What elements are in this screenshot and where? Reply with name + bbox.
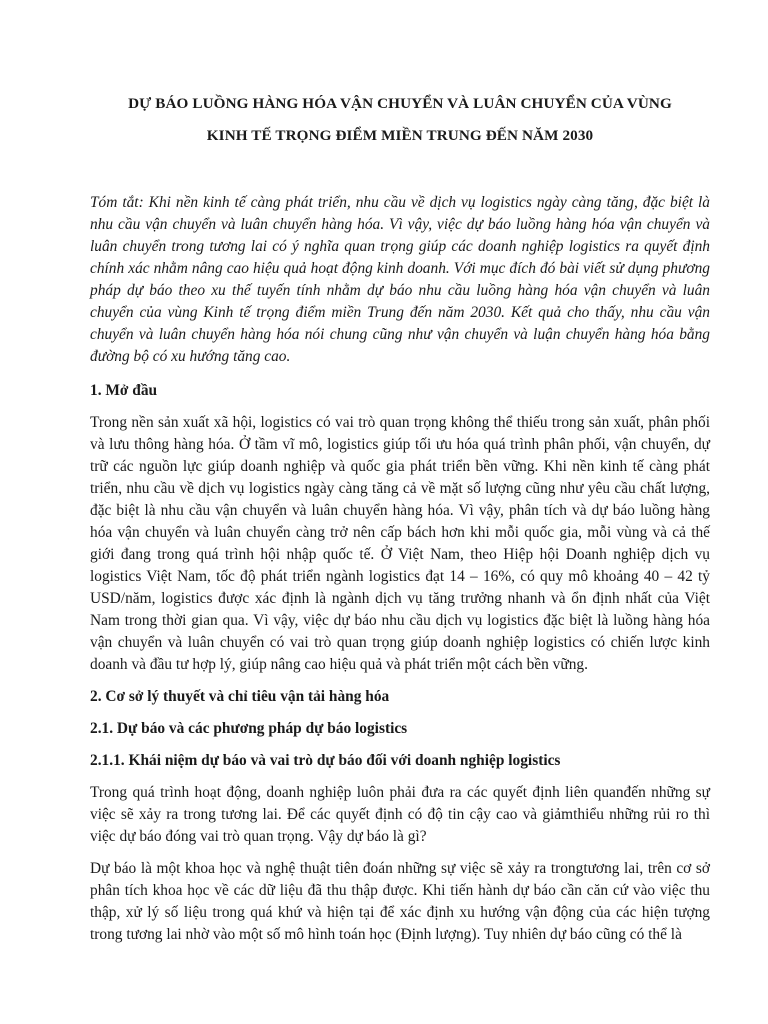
section-2-1-1-heading: 2.1.1. Khái niệm dự báo và vai trò dự báo đối với doanh nghiệp logistics <box>90 752 561 769</box>
document-title <box>90 88 710 152</box>
section-2-1-1-paragraph-1: Trong quá trình hoạt động, doanh nghiệp luôn phải đưa ra các quyết định liên quanđến những sự việc sẽ xảy ra trong tương lai. Để các quyết định có độ tin cậy cao và giảmthiểu những rủi ro thì việc dự báo đóng vai trò quan trọng. Vậy dự báo là gì? <box>90 784 710 845</box>
section-1-heading: 1. Mở đầu <box>90 382 158 399</box>
title-line-1: DỰ BÁO LUỒNG HÀNG HÓA VẬN CHUYỂN VÀ LUÂN CHUYỂN CỦA VÙNG <box>128 95 672 112</box>
section-2-1-1-paragraph-2: Dự báo là một khoa học và nghệ thuật tiên đoán những sự việc sẽ xảy ra trongtương lai, trên cơ sở phân tích khoa học về các dữ liệu đã thu thập được. Khi tiến hành dự báo cần căn cứ vào việc thu thập, xử lý số liệu trong quá khứ và hiện tại để xác định xu hướng vận động của các hiện tượng trong tương lai nhờ vào một số mô hình toán học (Định lượng). Tuy nhiên dự báo cũng có thể là <box>90 860 710 943</box>
abstract-paragraph: Tóm tắt: Khi nền kinh tế càng phát triển, nhu cầu về dịch vụ logistics ngày càng tăng, đặc biệt là nhu cầu vận chuyển và luân chuyển hàng hóa. Vì vậy, việc dự báo luồng hàng hóa vận chuyển và luân chuyển trong tương lai có ý nghĩa quan trọng giúp các doanh nghiệp logistics ra quyết định chính xác nhằm nâng cao hiệu quả hoạt động kinh doanh. Với mục đích đó bài viết sử dụng phương pháp dự báo theo xu thế tuyến tính nhằm dự báo nhu cầu luồng hàng hóa vận chuyển và luân chuyển của vùng Kinh tế trọng điểm miền Trung đến năm 2030. Kết quả cho thấy, nhu cầu vận chuyển và luân chuyển hàng hóa nói chung cũng như vận chuyển và luận chuyển hàng hóa bằng đường bộ có xu hướng tăng cao. <box>90 194 710 365</box>
section-2-heading: 2. Cơ sở lý thuyết và chỉ tiêu vận tải hàng hóa <box>90 688 390 705</box>
title-line-2: KINH TẾ TRỌNG ĐIỂM MIỀN TRUNG ĐẾN NĂM 2030 <box>206 127 594 144</box>
section-2-1-heading: 2.1. Dự báo và các phương pháp dự báo logistics <box>90 720 408 737</box>
section-1-paragraph: Trong nền sản xuất xã hội, logistics có vai trò quan trọng không thể thiếu trong sản xuất, phân phối và lưu thông hàng hóa. Ở tầm vĩ mô, logistics giúp tối ưu hóa quá trình phân phối, vận chuyển, dự trữ các nguồn lực giúp doanh nghiệp và quốc gia phát triển bền vững. Khi nền kinh tế càng phát triển, nhu cầu về dịch vụ logistics ngày càng tăng cả về mặt số lượng cũng như yêu cầu chất lượng, đặc biệt là nhu cầu vận chuyển và luân chuyển hàng hóa. Vì vậy, phân tích và dự báo luồng hàng hóa vận chuyển và luân chuyển càng trở nên cấp bách hơn khi mỗi quốc gia, mỗi vùng và cả thế giới đang trong quá trình hội nhập quốc tế. Ở Việt Nam, theo Hiệp hội Doanh nghiệp dịch vụ logistics Việt Nam, tốc độ phát triển ngành logistics đạt 14 – 16%, có quy mô khoảng 40 – 42 tỷ USD/năm, logistics được xác định là ngành dịch vụ tăng trưởng nhanh và ổn định nhất của Việt Nam trong thời gian qua. Vì vậy, việc dự báo nhu cầu dịch vụ logistics đặc biệt là luồng hàng hóa vận chuyển và luân chuyển có vai trò quan trọng giúp doanh nghiệp logistics có chiến lược kinh doanh và đầu tư hợp lý, giúp nâng cao hiệu quả và phát triển một cách bền vững. <box>90 414 710 673</box>
